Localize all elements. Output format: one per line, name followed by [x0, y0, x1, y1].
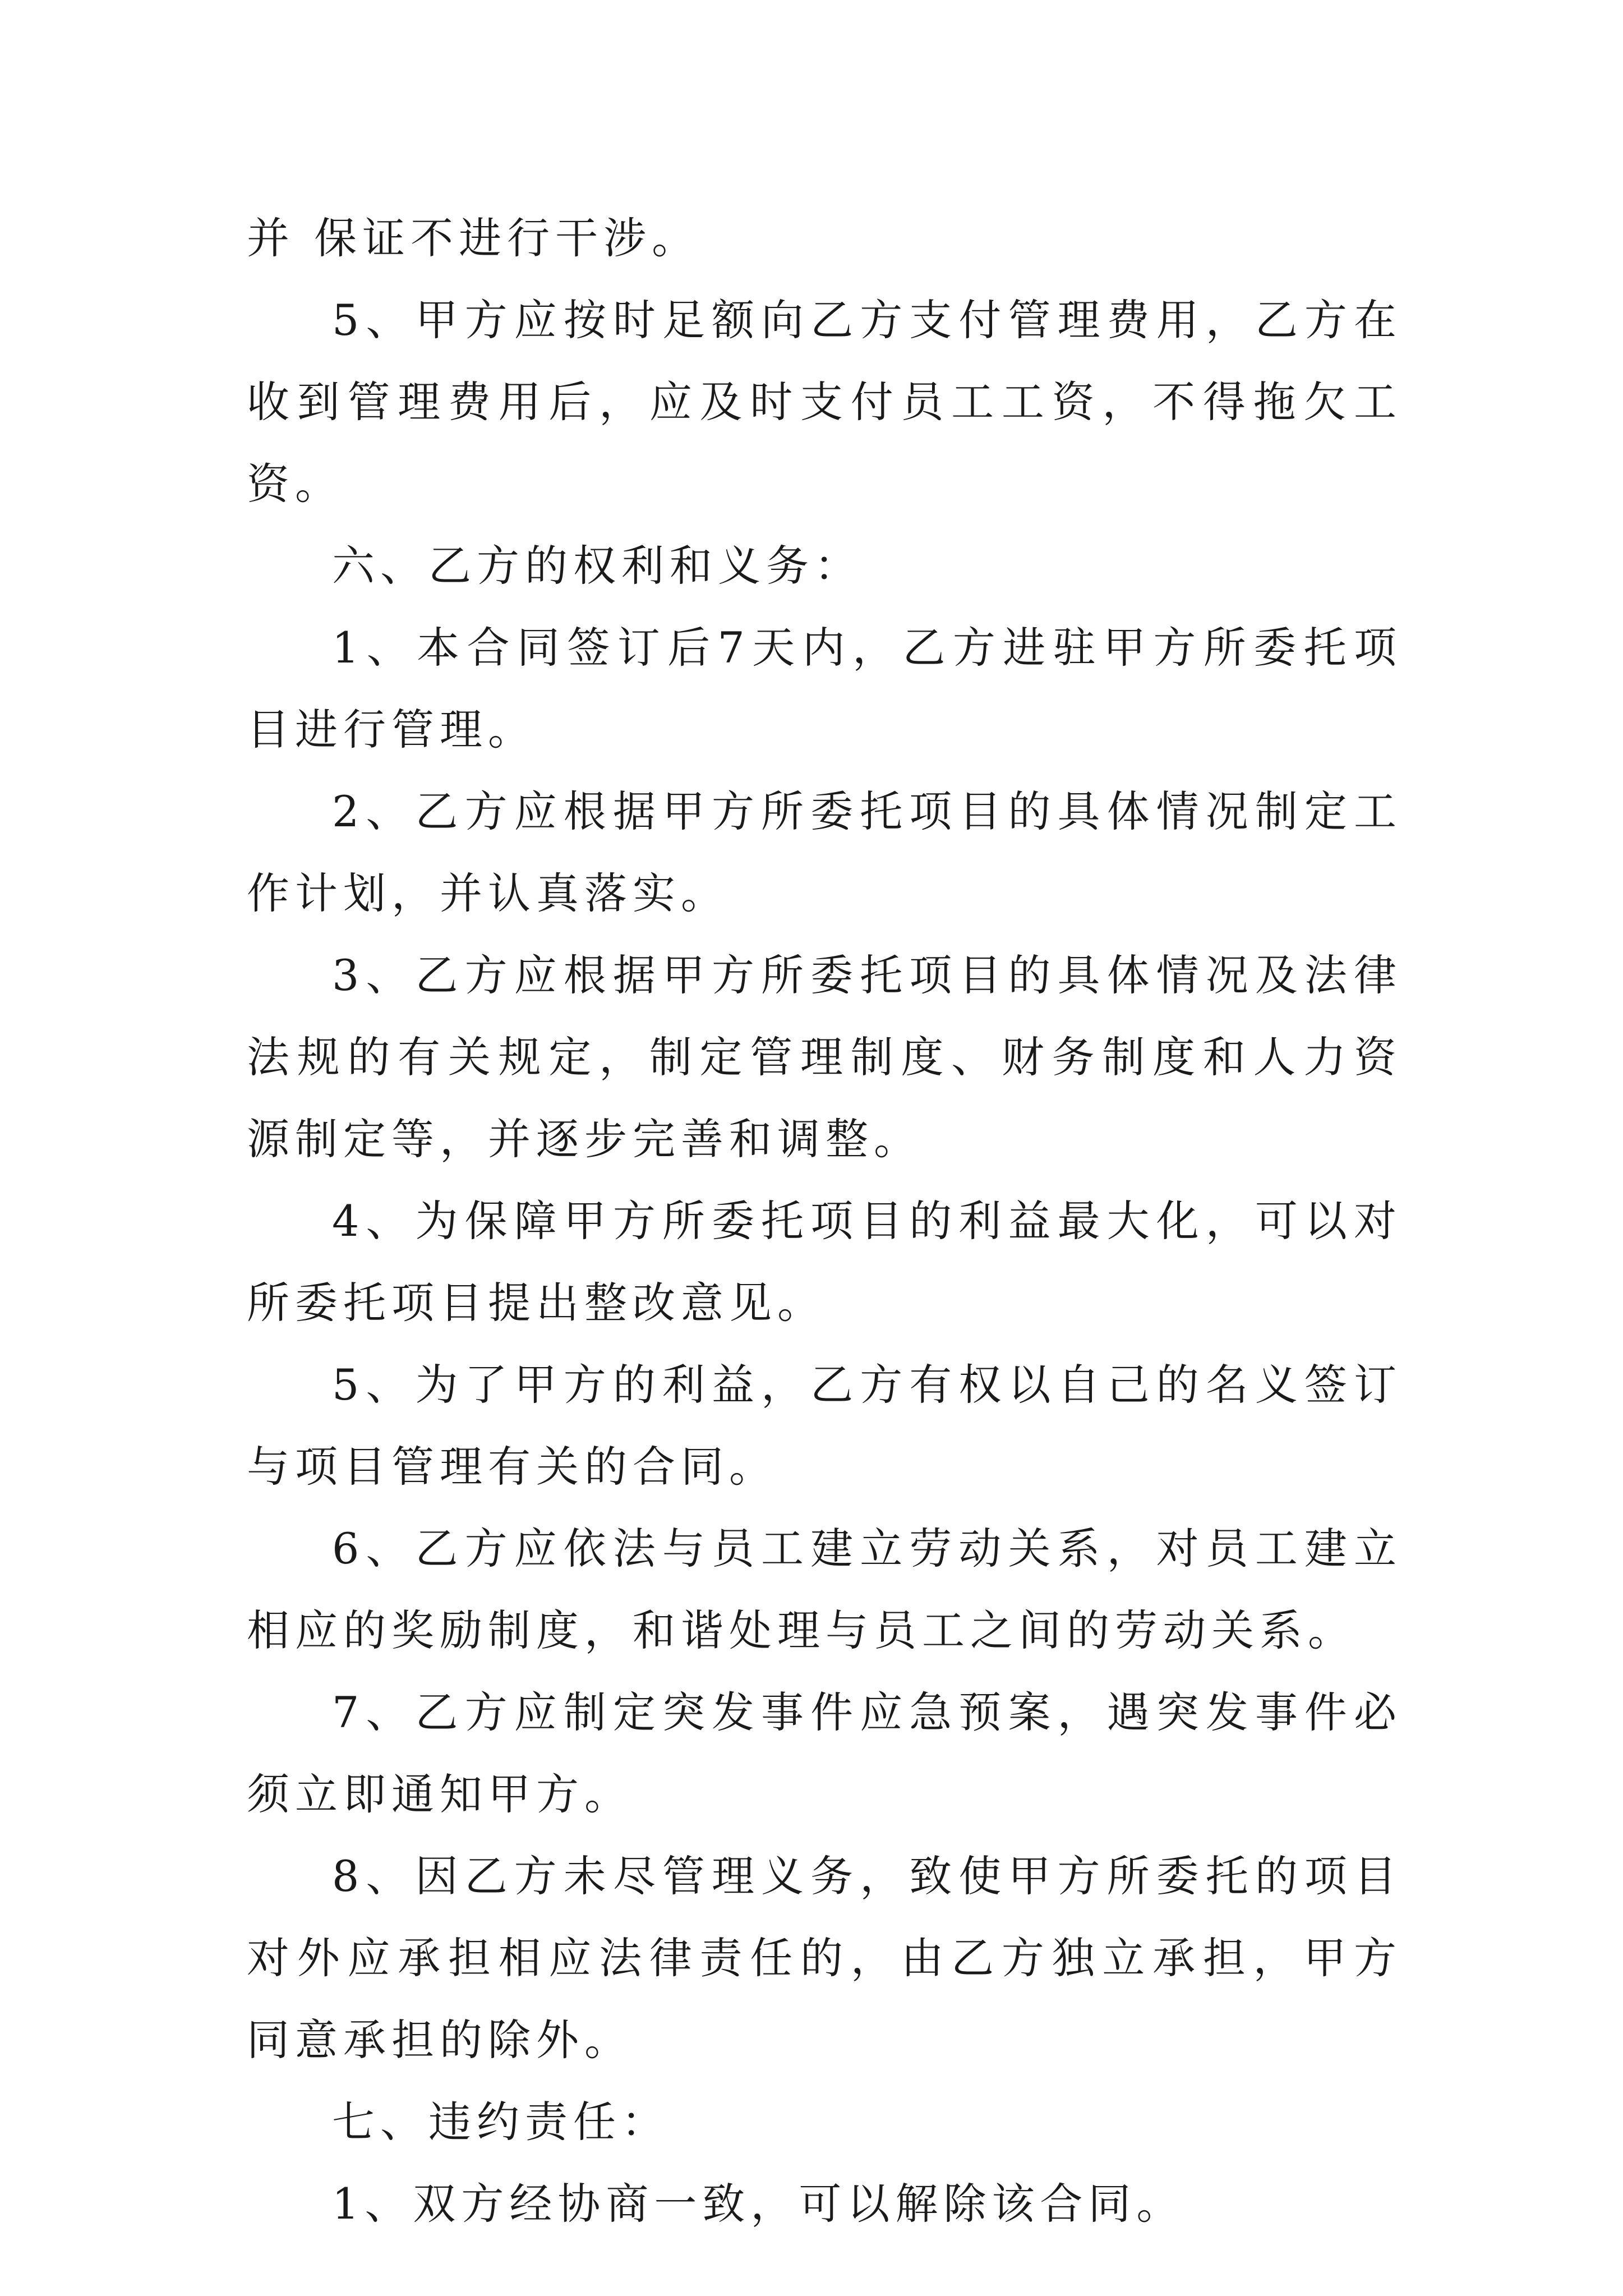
paragraph-clause-1: 1、本合同签订后7天内，乙方进驻甲方所委托项目进行管理。 — [247, 623, 1402, 754]
paragraph-clause-7: 7、乙方应制定突发事件应急预案，遇突发事件必须立即通知甲方。 — [247, 1687, 1402, 1819]
paragraph-clause-2: 2、乙方应根据甲方所委托项目的具体情况制定工作计划，并认真落实。 — [247, 786, 1402, 918]
paragraph-breach-clause-1: 1、双方经协商一致，可以解除该合同。 — [332, 2179, 1185, 2229]
paragraph-clause-5: 5、为了甲方的利益，乙方有权以自己的名义签订与项目管理有关的合同。 — [247, 1360, 1402, 1492]
paragraph-clause-8: 8、因乙方未尽管理义务，致使甲方所委托的项目对外应承担相应法律责任的，由乙方独立承担，甲方同意承担的除外。 — [247, 1851, 1402, 2065]
section-heading-breach-liability: 七、违约责任： — [332, 2097, 670, 2147]
paragraph-clause-5-payment: 5、甲方应按时足额向乙方支付管理费用，乙方在收到管理费用后，应及时支付员工工资，不得拖欠工资。 — [247, 295, 1402, 509]
paragraph-clause-3: 3、乙方应根据甲方所委托项目的具体情况及法律法规的有关规定，制定管理制度、财务制度和人力资源制定等，并逐步完善和调整。 — [247, 950, 1402, 1164]
paragraph-continuation: 并 保证不进行干涉。 — [247, 213, 700, 263]
section-heading-party-b-rights: 六、乙方的权利和义务： — [332, 541, 863, 591]
paragraph-clause-4: 4、为保障甲方所委托项目的利益最大化，可以对所委托项目提出整改意见。 — [247, 1196, 1402, 1328]
paragraph-clause-6: 6、乙方应依法与员工建立劳动关系，对员工建立相应的奖励制度，和谐处理与员工之间的劳动关系。 — [247, 1524, 1402, 1655]
document-body — [247, 197, 1402, 2245]
